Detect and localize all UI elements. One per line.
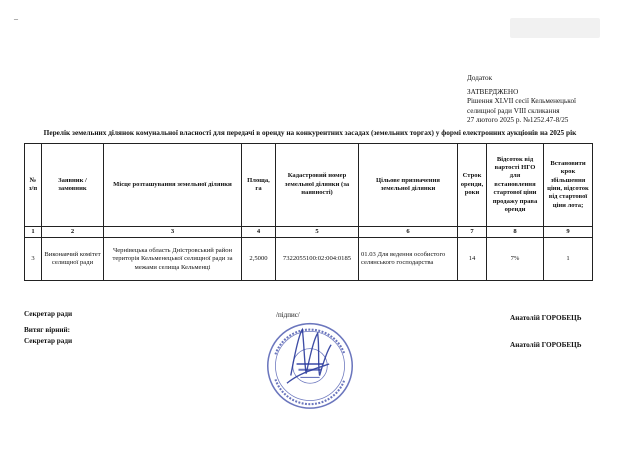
column-number: 8 <box>487 227 544 238</box>
header-step: Встановити крок збільшення ціни, відсоток від стартової ціни лота; <box>544 144 593 227</box>
column-number: 5 <box>276 227 359 238</box>
column-number: 9 <box>544 227 593 238</box>
column-number: 7 <box>458 227 487 238</box>
header-cadastral: Кадастровий номер земельної ділянки (за наявності) <box>276 144 359 227</box>
scan-mark-icon: – <box>14 14 18 23</box>
header-location: Місце розташування земельної ділянки <box>104 144 242 227</box>
approval-block <box>467 74 576 125</box>
table-row <box>25 238 593 281</box>
secretary-name: Анатолій ГОРОБЕЦЬ <box>510 314 582 322</box>
cell-step: 1 <box>544 238 593 281</box>
cell-location: Чернівецька область Дністровський район територія Кельменецької селищної ради за межами селища Кельменці <box>104 238 242 281</box>
header-term: Строк оренди, роки <box>458 144 487 227</box>
document-title: Перелік земельних ділянок комунальної власності для передачі в оренду на конкурентних засадах (земельних торгах) у формі електронних аукціонів на 2025 рік <box>43 128 577 137</box>
cell-area: 2,5000 <box>242 238 276 281</box>
header-percent: Відсоток від вартості НГО для встановлення стартової ціни продажу права оренди <box>487 144 544 227</box>
approved-label: ЗАТВЕРДЖЕНО <box>467 88 519 97</box>
scan-header-strip <box>0 0 620 52</box>
secretary-name-2: Анатолій ГОРОБЕЦЬ <box>510 341 582 349</box>
column-number: 1 <box>25 227 42 238</box>
header-applicant: Заявник / замовник <box>42 144 104 227</box>
secretary-label: Секретар ради <box>24 310 73 318</box>
approval-line-3: 27 лютого 2025 р. №1252.47-8/25 <box>467 115 569 124</box>
column-number: 4 <box>242 227 276 238</box>
header-area: Площа, га <box>242 144 276 227</box>
secretary-label-2: Секретар ради <box>24 337 73 345</box>
column-number: 6 <box>359 227 458 238</box>
cell-applicant: Виконавчий комітет селищної ради <box>42 238 104 281</box>
true-copy-label: Витяг вірний: <box>24 326 71 334</box>
header-purpose: Цільове призначення земельної ділянки <box>359 144 458 227</box>
land-plots-table <box>24 143 593 281</box>
column-number-row <box>25 227 593 238</box>
column-number: 3 <box>104 227 242 238</box>
official-stamp-icon <box>262 316 358 412</box>
column-number: 2 <box>42 227 104 238</box>
cell-percent: 7% <box>487 238 544 281</box>
cell-term: 14 <box>458 238 487 281</box>
table-header-row <box>25 144 593 227</box>
cell-purpose: 01.03 Для ведення особистого селянського господарства <box>359 238 458 281</box>
signature-mark: /підпис/ <box>276 311 300 319</box>
approval-line-2: селищної ради VIII скликання <box>467 106 560 115</box>
cell-number: 3 <box>25 238 42 281</box>
scan-artifact <box>510 18 600 38</box>
header-number: № з/п <box>25 144 42 227</box>
annex-label: Додаток <box>467 74 493 82</box>
cell-cadastral: 7322055100:02:004:0185 <box>276 238 359 281</box>
approval-line-1: Рішення XLVII сесії Кельменецької <box>467 97 577 106</box>
